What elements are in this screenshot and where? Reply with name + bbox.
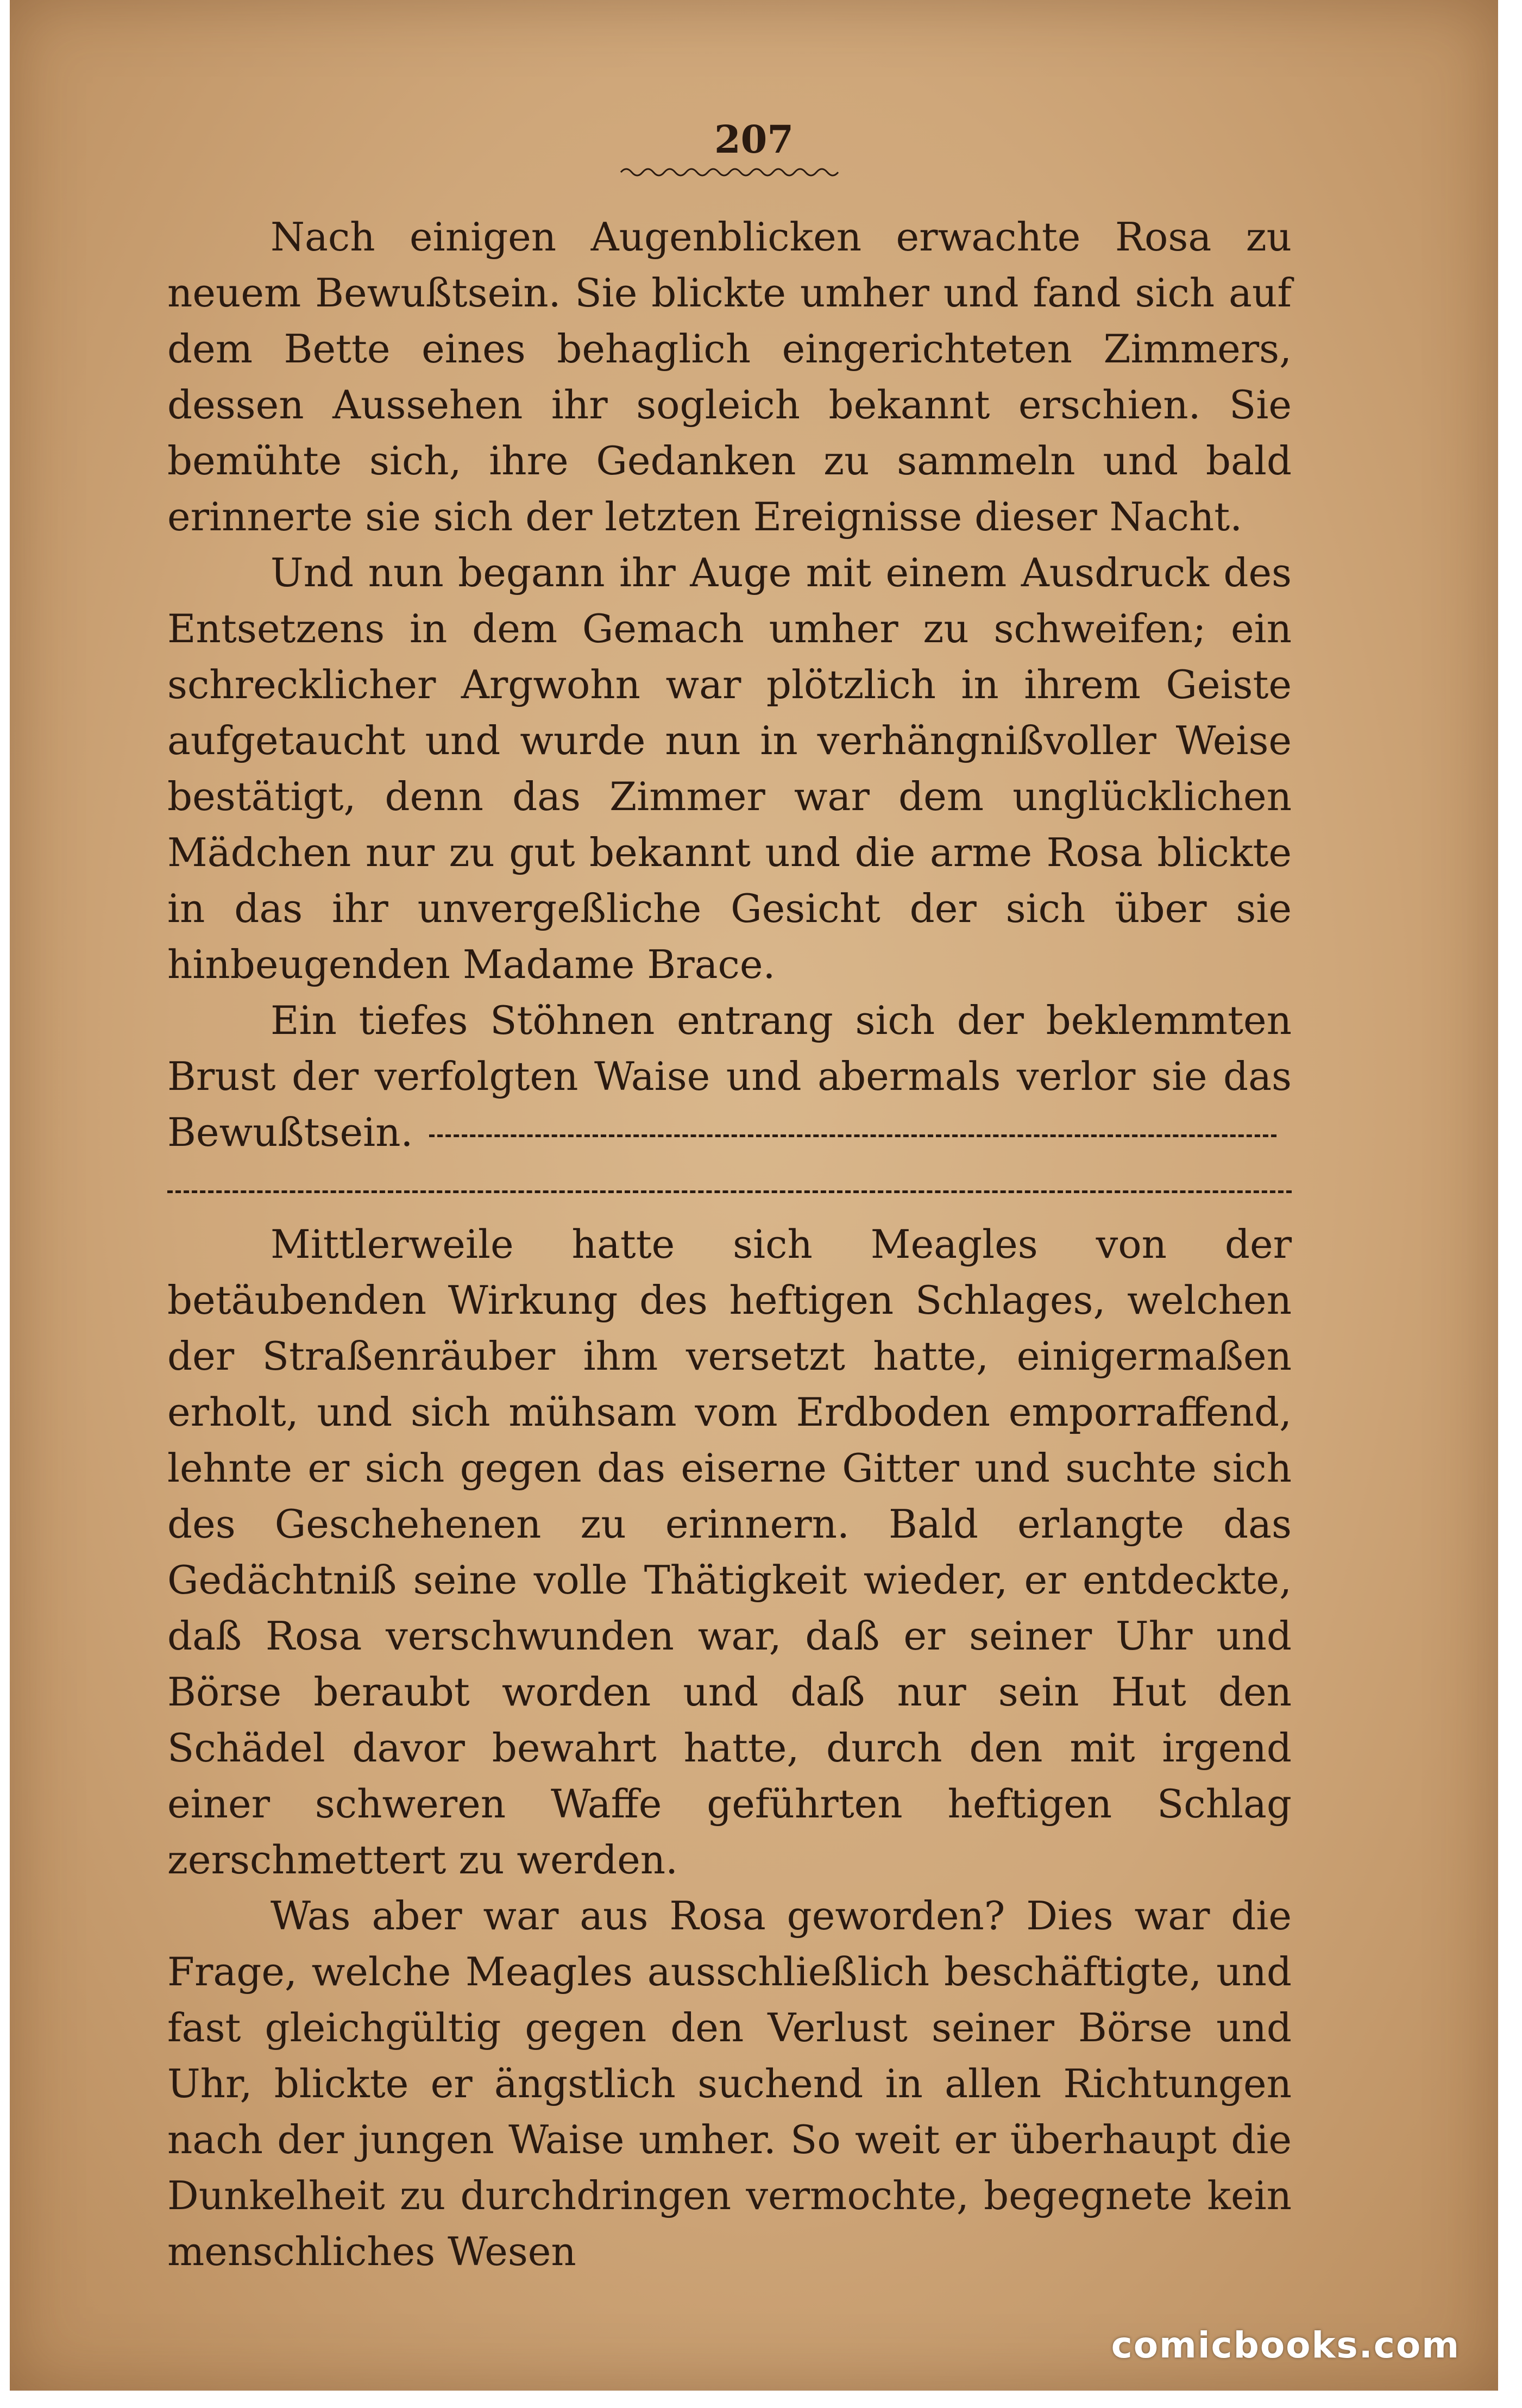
paragraph: Und nun begann ihr Auge mit einem Ausdruck des Entsetzens in dem Gemach umher zu schweifen; ein schrecklicher Argwohn war plötzlich in ihrem Geiste aufgetaucht und wurde nun in verhängnißvoller Weise bestätigt, denn das Zimmer war dem unglücklichen Mädchen nur zu gut bekannt und die arme Rosa blickte in das ihr unvergeßliche Gesicht der sich über sie hinbeugenden Madame Brace. xyxy=(167,550,1292,987)
paragraph: Was aber war aus Rosa geworden? Dies war die Frage, welche Meagles ausschließlich beschäftigte, und fast gleichgültig gegen den Verlust seiner Börse und Uhr, blickte er ängstlich suchend in allen Richtungen nach der jungen Waise umher. So weit er überhaupt die Dunkelheit zu durchdringen vermochte, begegnete kein menschliches Wesen xyxy=(167,1893,1292,2274)
paragraph-text: Ein tiefes Stöhnen entrang sich der beklemmten Brust der verfolgten Waise und abermals verlor sie das Bewußtsein. xyxy=(167,998,1292,1155)
section-break-dashes xyxy=(167,1161,1292,1216)
book-page xyxy=(10,0,1498,2391)
body-text xyxy=(167,209,1292,2280)
dash-rule-inline xyxy=(429,1134,1276,1137)
page-number: 207 xyxy=(714,117,794,162)
paragraph: Mittlerweile hatte sich Meagles von der betäubenden Wirkung des heftigen Schlages, welchen der Straßenräuber ihm versetzt hatte, einigermaßen erholt, und sich mühsam vom Erdboden emporraffend, lehnte er sich gegen das eiserne Gitter und suchte sich des Geschehenen zu erinnern. Bald erlangte das Gedächtniß seine volle Thätigkeit wieder, er entdeckte, daß Rosa verschwunden war, daß er seiner Uhr und Börse beraubt worden und daß nur sein Hut den Schädel davor bewahrt hatte, durch den mit irgend einer schweren Waffe geführten heftigen Schlag zerschmettert zu werden. xyxy=(167,1221,1292,1883)
paragraph: Nach einigen Augenblicken erwachte Rosa zu neuem Bewußtsein. Sie blickte umher und fand sich auf dem Bette eines behaglich eingerichteten Zimmers, dessen Aussehen ihr sogleich bekannt erschien. Sie bemühte sich, ihre Gedanken zu sammeln und bald erinnerte sie sich der letzten Ereignisse dieser Nacht. xyxy=(167,214,1292,540)
paragraph xyxy=(167,993,1292,1161)
ornamental-flourish xyxy=(618,164,846,180)
watermark-logo: comicbooks.com xyxy=(1111,2324,1460,2366)
